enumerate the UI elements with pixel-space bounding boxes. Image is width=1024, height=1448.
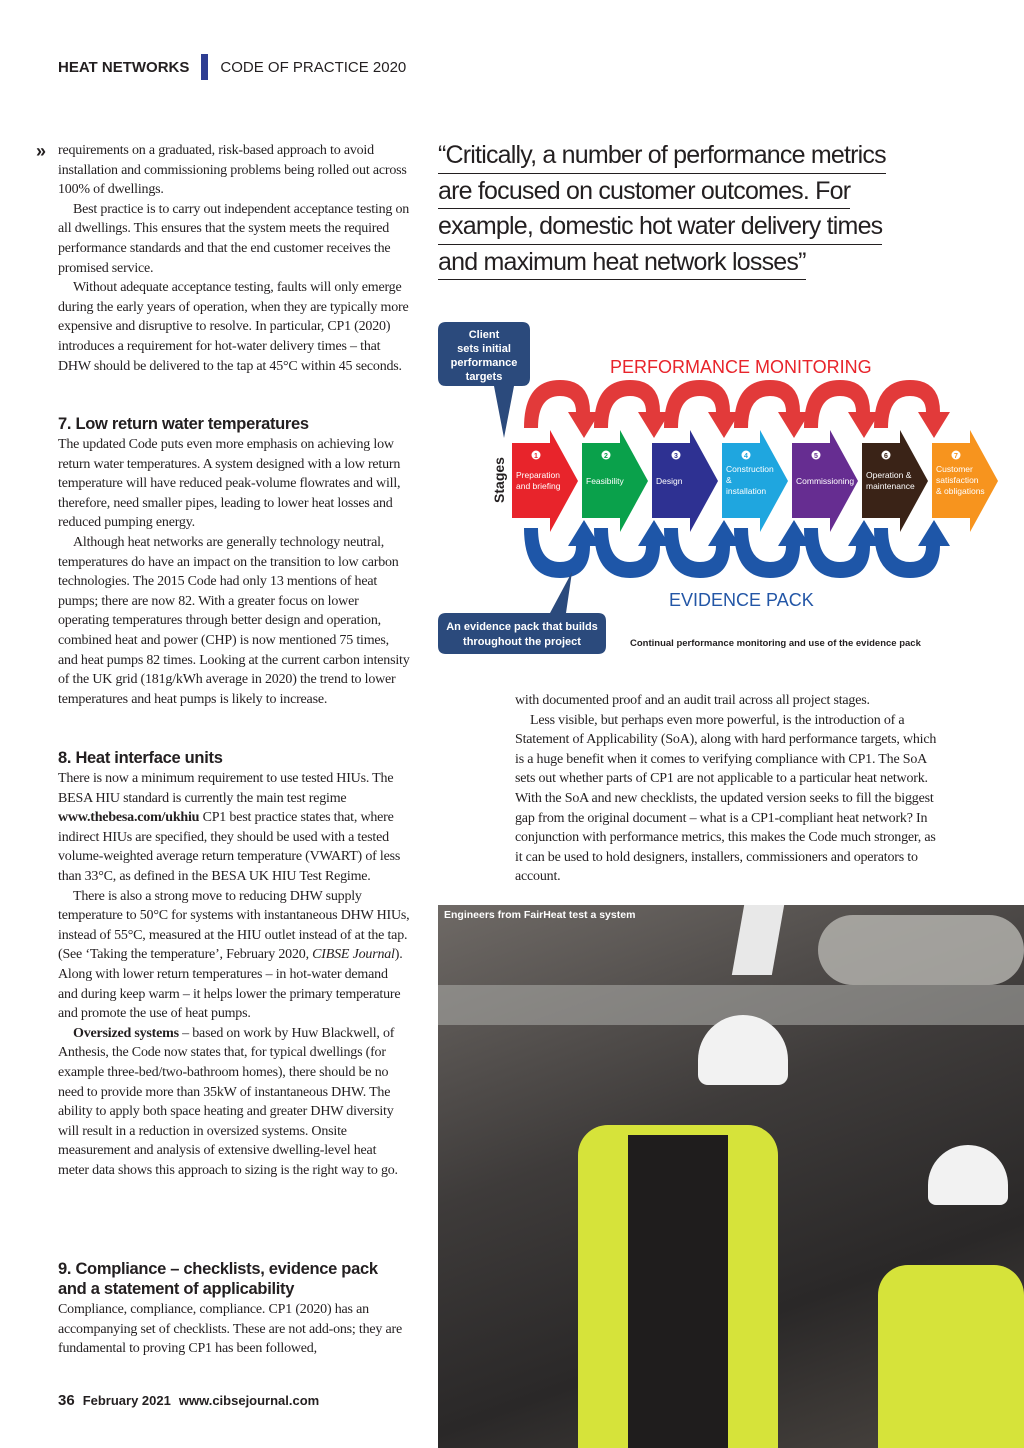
jacket	[628, 1135, 728, 1448]
quote-line: example, domestic hot water delivery times	[438, 209, 882, 245]
stage-number: 6	[884, 453, 888, 460]
ceiling-light	[732, 905, 784, 975]
running-header	[58, 54, 406, 80]
stage-number: 5	[814, 453, 818, 460]
evidence-arc-arrow	[874, 520, 950, 578]
heading-7: 7. Low return water temperatures	[58, 415, 309, 433]
text: There is also a strong move to reducing DHW supply temperature to 50°C for systems with instantaneous DHW HIUs, instead of 55°C, measured at the HIU outlet instead of at the tap. (See ‘Taking the temperature’, February 2020,	[58, 888, 410, 963]
continued-icon: »	[36, 141, 47, 161]
paragraph	[58, 769, 410, 887]
monitoring-arc-arrow	[664, 380, 740, 438]
stage-label: Preparation and briefing	[516, 470, 561, 491]
stage-number: 7	[954, 453, 958, 460]
hi-vis-vest	[878, 1265, 1024, 1448]
stage-label: Commissioning	[796, 476, 855, 486]
section-subtitle: CODE OF PRACTICE 2020	[220, 58, 407, 76]
quote-line: are focused on customer outcomes. For	[438, 174, 850, 210]
stage-1	[512, 430, 578, 532]
paragraph: Best practice is to carry out independent acceptance testing on all dwellings. This ensures that the system meets the required performance standards and that the end customer receives the promised service.	[58, 201, 410, 276]
header-divider	[201, 54, 208, 80]
footer	[58, 1392, 327, 1409]
inline-heading: Oversized systems	[73, 1025, 179, 1041]
stage-4	[722, 430, 788, 532]
besa-link[interactable]: www.thebesa.com/ukhiu	[58, 810, 200, 826]
paragraph	[58, 1024, 410, 1181]
paragraph: The updated Code puts even more emphasis on achieving low return water temperatures. A system designed with a low return temperature will have reduced peak-volume flowrates and will, therefore, need smaller pipes, leading to lower heat losses and reduced pumping energy.	[58, 437, 401, 531]
left-block-3	[58, 769, 410, 1180]
evidence-pack-label: EVIDENCE PACK	[669, 590, 814, 610]
stage-label: Customer satisfaction & obligations	[936, 464, 985, 496]
performance-monitoring-label: PERFORMANCE MONITORING	[610, 357, 872, 377]
quote-line: “Critically, a number of performance metrics	[438, 138, 886, 174]
paragraph	[58, 887, 410, 1024]
quote-line: and maximum heat network losses”	[438, 245, 806, 281]
monitoring-arc-arrow	[524, 380, 600, 438]
website[interactable]: www.cibsejournal.com	[178, 1393, 320, 1408]
paragraph: Although heat networks are generally technology neutral, temperatures do have an impact on the transition to low carbon technologies. The 2015 Code had only 13 mentions of heat pumps; there are now 82. With a greater focus on lower operating temperatures through better design and operation, combined heat and power (CHP) is now mentioned 75 times, and heat pumps 82 times. Looking at the current carbon intensity of the UK grid (181g/kWh average in 2020) the trend to lower temperatures and heat pumps is likely to increase.	[58, 534, 410, 707]
stage-5	[792, 430, 858, 532]
paragraph: Without adequate acceptance testing, faults will only emerge during the early years of operation, when they are typically more expensive and disruptive to resolve. In particular, CP1 (2020) introduces a requirement for hot-water delivery times – that DHW should be delivered to the tap at 45°C within 45 seconds.	[58, 280, 409, 374]
paragraph: Less visible, but perhaps even more powerful, is the introduction of a Statement of Applicability (SoA), along with hard performance targets, which is a huge benefit when it comes to verifying compliance with CP1. The SoA sets out whether parts of CP1 are not applicable to a particular heat network. With the SoA and new checklists, the updated version seeks to fill the biggest gap from the original document – what is a CP1-compliant heat network? In conjunction with performance metrics, this makes the Code much stronger, as it can be used to hold designers, installers, commissioners and operators to account.	[515, 712, 937, 885]
left-block-4	[58, 1300, 410, 1359]
hard-hat	[928, 1145, 1008, 1205]
page-number: 36	[58, 1392, 75, 1409]
monitoring-arc-arrow	[594, 380, 670, 438]
right-block	[515, 691, 943, 887]
evidence-arc-arrow	[594, 520, 670, 578]
stage-number: 2	[604, 453, 608, 460]
engineers-photo	[438, 905, 1024, 1448]
text: CP1 best practice states that, where indirect HIUs are specified, they should be used with a tested volume-weighted average return temperature (VWART) of less than 33°C, as defined in the BESA UK HIU Test Regime.	[58, 810, 401, 884]
stage-label: Construction & installation	[726, 464, 774, 496]
text: – based on work by Huw Blackwell, of Anthesis, the Code now states that, for typical dwellings (for example three-bed/two-bathroom homes), there should be no need to provide more than 35kW of instantaneous DHW. The ability to apply both space heating and greater DHW diversity will result in a reduction in oversized systems. Onsite measurement and analysis of extensive dwelling-level heat meter data shows this approach to sizing is the right way to go.	[58, 1025, 398, 1178]
top-callout-text: Client sets initial performance targets	[450, 329, 518, 383]
stage-7	[932, 430, 998, 532]
monitoring-arc-arrow	[734, 380, 810, 438]
stage-arrow	[722, 430, 788, 532]
section-name: HEAT NETWORKS	[58, 58, 190, 76]
diagram-caption: Continual performance monitoring and use of the evidence pack	[630, 638, 921, 649]
evidence-arc-arrow	[734, 520, 810, 578]
pull-quote	[438, 138, 886, 280]
monitoring-arc-arrow	[874, 380, 950, 438]
text: ). Along with lower return temperatures – in hot-water demand and during keep warm – it helps lower the primary temperature and promote the use of heat pumps.	[58, 947, 403, 1022]
text: There is now a minimum requirement to use tested HIUs. The BESA HIU standard is currently the main test regime	[58, 771, 394, 806]
heading-8: 8. Heat interface units	[58, 749, 223, 767]
evidence-arc-arrow	[524, 520, 600, 578]
stage-label: Operation & maintenance	[866, 470, 915, 491]
insulated-pipe	[818, 915, 1024, 985]
heading-9: 9. Compliance – checklists, evidence pack and a statement of applicability	[58, 1260, 378, 1298]
issue-date: February 2021	[82, 1393, 171, 1408]
stage-number: 1	[534, 453, 538, 460]
stage-label: Design	[656, 476, 683, 486]
stage-label: Feasibility	[586, 476, 624, 486]
stage-3	[652, 430, 718, 532]
left-block-2	[58, 435, 410, 709]
paragraph: Compliance, compliance, compliance. CP1 (2020) has an accompanying set of checklists. These are not add-ons; they are fundamental to proving CP1 has been followed,	[58, 1302, 403, 1357]
monitoring-arc-arrow	[804, 380, 880, 438]
hard-hat	[698, 1015, 788, 1085]
left-block-1	[58, 141, 410, 376]
bottom-callout-text: An evidence pack that builds throughout the project	[446, 621, 598, 648]
photo-caption: Engineers from FairHeat test a system	[444, 909, 636, 921]
paragraph: with documented proof and an audit trail across all project stages.	[515, 693, 870, 708]
evidence-arc-arrow	[664, 520, 740, 578]
stage-6	[862, 430, 928, 532]
paragraph: requirements on a graduated, risk-based approach to avoid installation and commissioning problems being rolled out across 100% of dwellings.	[58, 143, 407, 198]
evidence-arc-arrow	[804, 520, 880, 578]
stages-axis-label: Stages	[491, 457, 507, 503]
stage-number: 3	[674, 453, 678, 460]
stage-2	[582, 430, 648, 532]
stage-number: 4	[744, 453, 748, 460]
process-diagram	[438, 320, 1024, 660]
journal-title: CIBSE Journal	[312, 947, 395, 963]
